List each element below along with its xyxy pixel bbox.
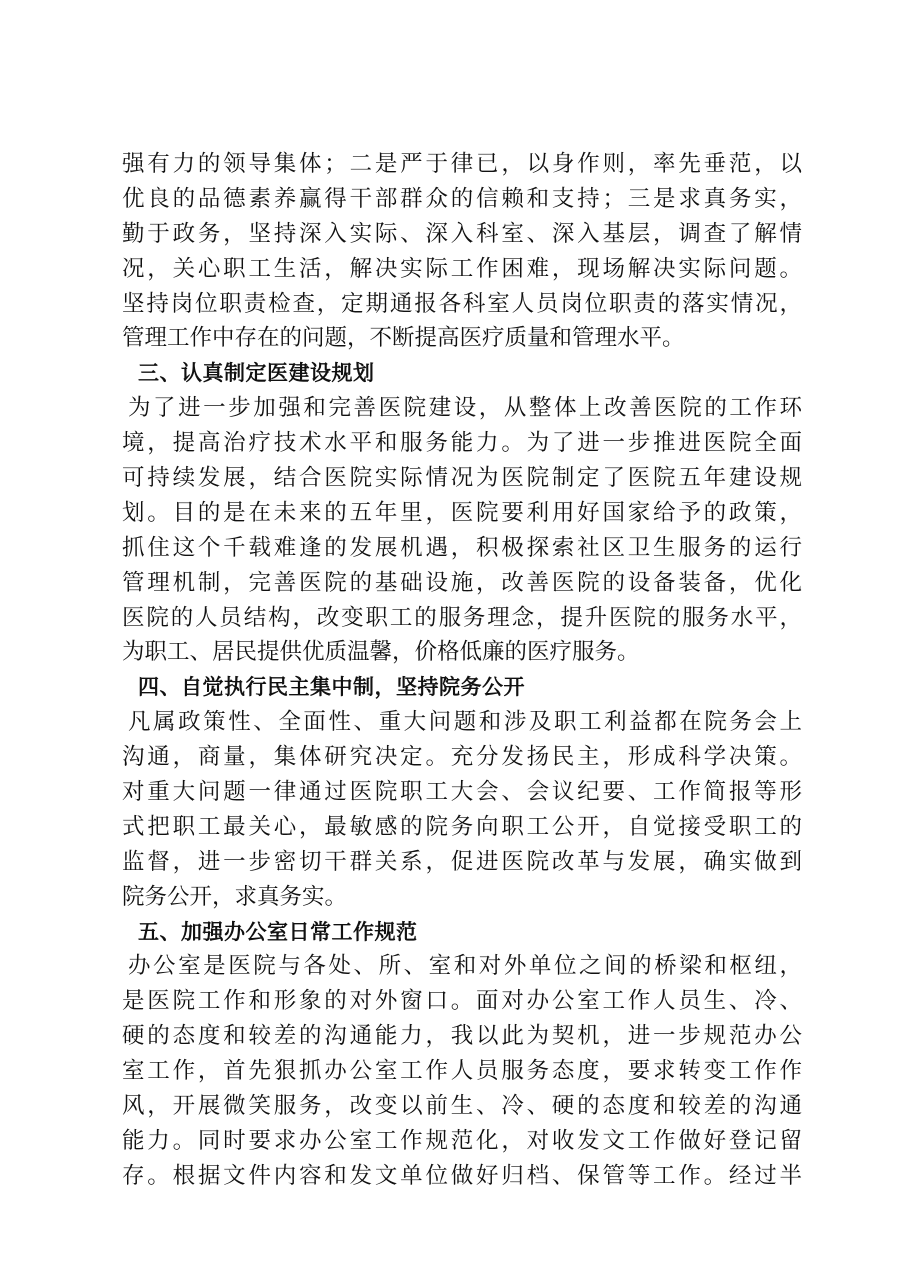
text-line: 凡属政策性、全面性、重大问题和涉及职工利益都在院务会上	[128, 709, 802, 736]
text-line: 优良的品德素养赢得干部群众的信赖和支持；三是求真务实，	[122, 185, 802, 212]
paragraph-section-5	[122, 949, 802, 1193]
text-line: 强有力的领导集体；二是严于律已，以身作则，率先垂范，以	[122, 151, 802, 177]
text-line: 办公室是医院与各处、所、室和对外单位之间的桥梁和枢纽，	[128, 953, 802, 980]
text-line: 医院的人员结构，改变职工的服务理念，提升医院的服务水平，	[122, 604, 802, 631]
section-heading-4: 四、自觉执行民主集中制，坚持院务公开	[138, 675, 525, 700]
text-line: 室工作，首先狠抓办公室工作人员服务态度，要求转变工作作	[122, 1058, 802, 1085]
text-line: 能力。同时要求办公室工作规范化，对收发文工作做好登记留	[122, 1127, 802, 1154]
text-line: 对重大问题一律通过医院职工大会、会议纪要、工作简报等形	[122, 779, 802, 806]
text-line: 硬的态度和较差的沟通能力，我以此为契机，进一步规范办公	[122, 1023, 802, 1050]
text-line: 勤于政务，坚持深入实际、深入科室、深入基层，调查了解情	[122, 220, 802, 247]
document-body	[122, 147, 802, 1194]
text-line: 是医院工作和形象的对外窗口。面对办公室工作人员生、冷、	[122, 988, 802, 1015]
text-line: 监督，进一步密切干群关系，促进医院改革与发展，确实做到	[122, 848, 802, 875]
text-line: 沟通，商量，集体研究决定。充分发扬民主，形成科学决策。	[122, 744, 802, 771]
text-line: 管理机制，完善医院的基础设施，改善医院的设备装备，优化	[122, 569, 802, 596]
text-line: 况，关心职工生活，解决实际工作困难，现场解决实际问题。	[122, 255, 802, 282]
section-heading-3: 三、认真制定医建设规划	[138, 361, 375, 386]
text-line: 抓住这个千载难逢的发展机遇，积极探索社区卫生服务的运行	[122, 534, 802, 561]
section-heading-5: 五、加强办公室日常工作规范	[138, 919, 418, 944]
text-line: 为了进一步加强和完善医院建设，从整体上改善医院的工作环	[128, 395, 802, 422]
text-line: 可持续发展，结合医院实际情况为医院制定了医院五年建设规	[122, 465, 802, 492]
text-line: 划。目的是在未来的五年里，医院要利用好国家给予的政策，	[122, 499, 802, 526]
paragraph-section-3	[122, 391, 802, 670]
paragraph-section-4	[122, 705, 802, 914]
text-line: 风，开展微笑服务，改变以前生、冷、硬的态度和较差的沟通	[122, 1093, 802, 1120]
text-line: 坚持岗位职责检查，定期通报各科室人员岗位职责的落实情况，	[122, 290, 802, 317]
text-line: 管理工作中存在的问题，不断提高医疗质量和管理水平。	[122, 325, 685, 352]
text-line: 式把职工最关心，最敏感的院务向职工公开，自觉接受职工的	[122, 813, 802, 840]
text-line: 院务公开，求真务实。	[122, 883, 348, 910]
text-line: 存。根据文件内容和发文单位做好归档、保管等工作。经过半	[122, 1162, 802, 1189]
text-line: 为职工、居民提供优质温馨，价格低廉的医疗服务。	[122, 639, 640, 666]
text-line: 境，提高治疗技术水平和服务能力。为了进一步推进医院全面	[122, 430, 802, 457]
paragraph-intro	[122, 147, 802, 356]
